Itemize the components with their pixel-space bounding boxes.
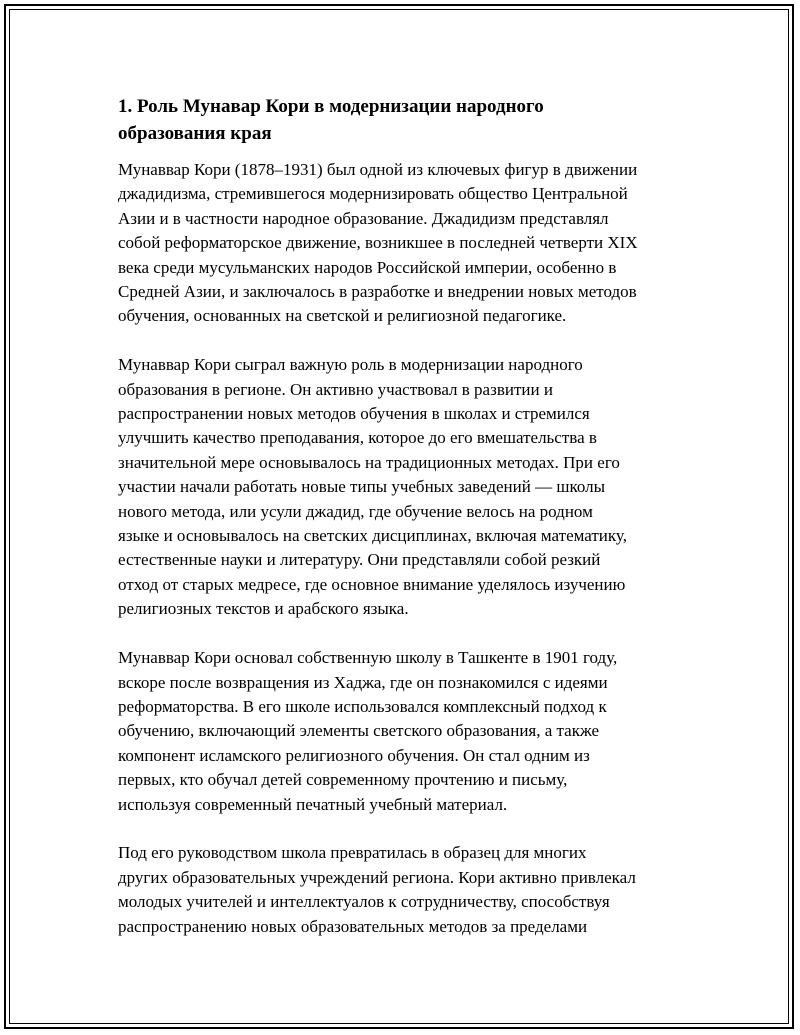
paragraph-2: Мунаввар Кори сыграл важную роль в модернизации народного образования в регионе. Он активно участвовал в развитии и распространении новых методов обучения в школах и стремился улучшить качество преподавания, которое до его вмешательства в значительной мере основывалось на традиционных методах. При его участии начали работать новые типы учебных заведений — школы нового метода, или усули джадид, где обучение велось на родном языке и основывалось на светских дисциплинах, включая математику, естественные науки и литературу. Они представляли собой резкий отход от старых медресе, где основное внимание уделялось изучению религиозных текстов и арабского языка. — [118, 355, 627, 619]
section-heading: 1. Роль Мунавар Кори в модернизации народного образования края — [118, 96, 544, 144]
paragraph-1: Мунаввар Кори (1878–1931) был одной из ключевых фигур в движении джадидизма, стремившегося модернизировать общество Центральной Азии и в частности народное образование. Джадидизм представлял собой реформаторское движение, возникшее в последней четверти XIX века среди мусульманских народов Российской империи, особенно в Средней Азии, и заключалось в разработке и внедрении новых методов обучения, основанных на светской и религиозной педагогике. — [118, 160, 638, 326]
paragraph-4: Под его руководством школа превратилась в образец для многих других образовательных учреждений региона. Кори активно привлекал молодых учителей и интеллектуалов к сотрудничеству, способствуя распространению новых образовательных методов за пределами — [118, 843, 636, 936]
paragraph-3: Мунаввар Кори основал собственную школу в Ташкенте в 1901 году, вскоре после возвращения из Хаджа, где он познакомился с идеями реформаторства. В его школе использовался комплексный подход к обучению, включающий элементы светского образования, а также компонент исламского религиозного обучения. Он стал одним из первых, кто обучал детей современному прочтению и письму, используя современный печатный учебный материал. — [118, 648, 618, 814]
document-body — [118, 93, 698, 963]
